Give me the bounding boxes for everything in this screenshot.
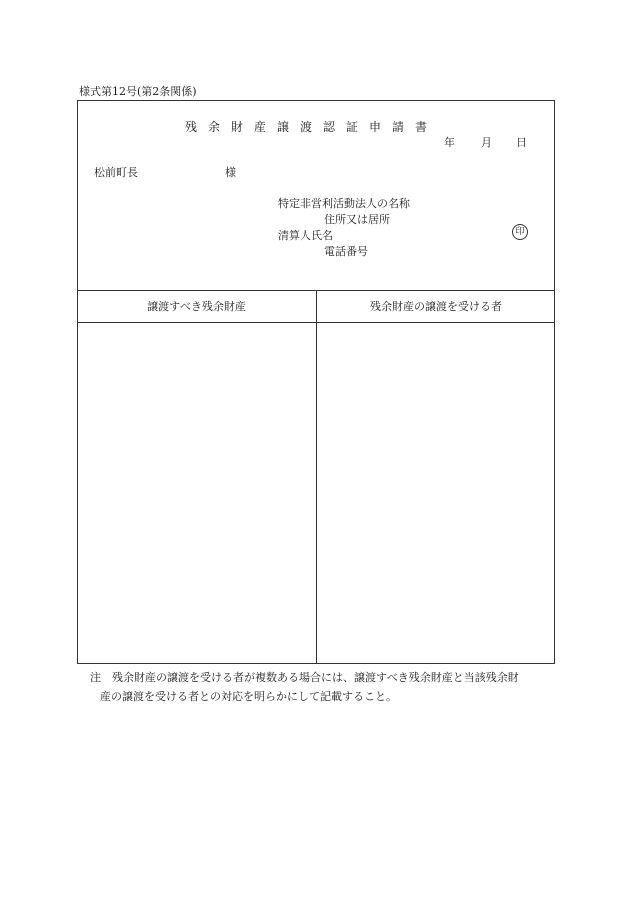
liquidator-label: 清算人	[278, 229, 311, 242]
form-number-label: 様式第12号(第2条関係)	[79, 85, 197, 98]
phone-label: 電話番号	[324, 245, 368, 258]
date-year-label: 年	[444, 136, 455, 149]
seal-mark: 印	[512, 224, 528, 240]
npo-name-label: 特定非営利活動法人の名称	[278, 197, 410, 210]
document-title: 残余財産譲渡認証申請書	[185, 120, 439, 134]
footnote-line-1: 残余財産の譲渡を受ける者が複数ある場合には、譲渡すべき残余財産と当該残余財	[112, 671, 519, 684]
date-month-label: 月	[481, 136, 492, 149]
footnote-mark: 注	[90, 671, 101, 684]
date-day-label: 日	[516, 136, 527, 149]
column-header-assets: 譲渡すべき残余財産	[147, 300, 246, 313]
footnote-line-2: 産の譲渡を受ける者との対応を明らかにして記載すること。	[100, 690, 397, 703]
recipient-entry-cell[interactable]	[317, 323, 554, 663]
addressee: 松前町長	[94, 166, 138, 179]
honorific: 様	[225, 166, 236, 179]
assets-entry-cell[interactable]	[78, 323, 316, 663]
column-header-recipient: 残余財産の譲渡を受ける者	[370, 300, 502, 313]
name-label: 氏名	[311, 229, 333, 242]
address-label: 住所又は居所	[324, 213, 390, 226]
